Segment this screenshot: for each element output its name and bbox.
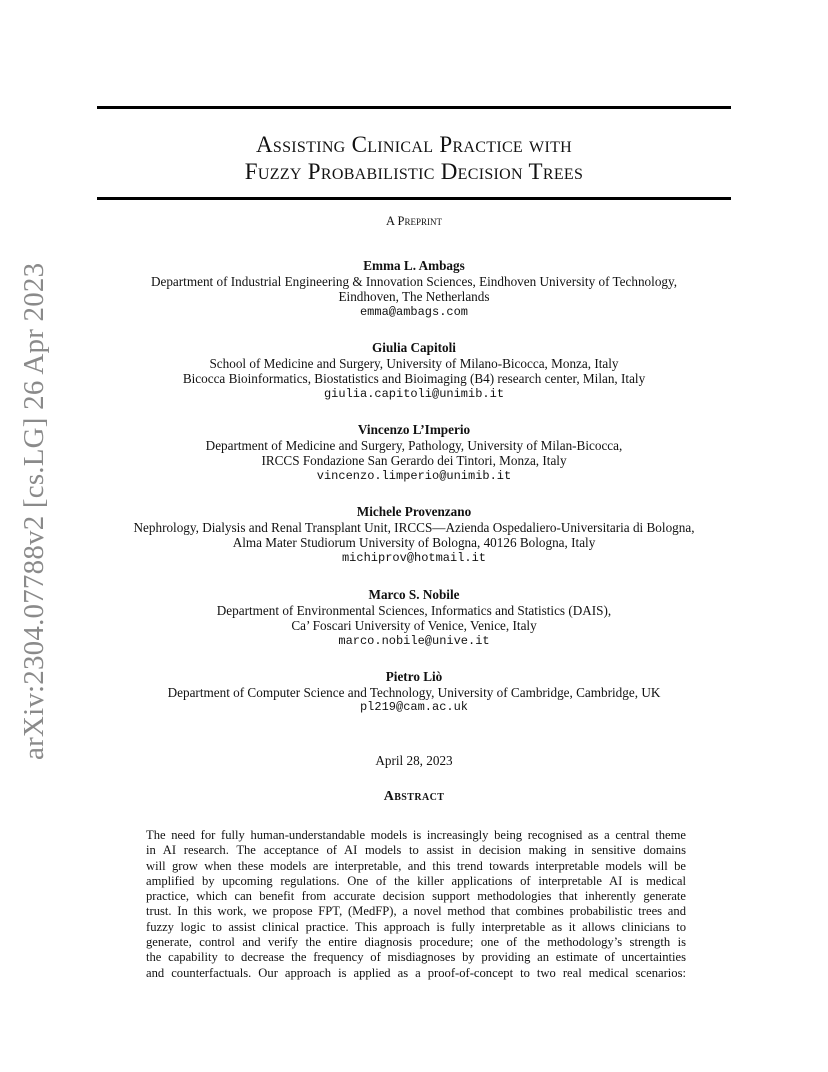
author-affiliation: School of Medicine and Surgery, University of Milano-Bicocca, Monza, Italy [209,355,619,371]
abstract-line: and counterfactuals. Our approach is applied as a proof-of-concept to two real medical scenarios: [146,965,686,980]
author-email[interactable]: michiprov@hotmail.it [341,550,487,565]
author-name: Marco S. Nobile [368,587,460,602]
author-affiliation: Department of Industrial Engineering & Innovation Sciences, Eindhoven University of Technology, [150,273,678,289]
author-block [60,258,768,320]
author-affiliation: Bicocca Bioinformatics, Biostatistics and Bioimaging (B4) research center, Milan, Italy [182,371,646,386]
author-affiliation: Ca’ Foscari University of Venice, Venice, Italy [291,618,537,633]
title-bottom-rule [97,197,731,200]
author-email[interactable]: marco.nobile@unive.it [338,633,490,648]
author-affiliation: IRCCS Fondazione San Gerardo dei Tintori, Monza, Italy [261,453,567,468]
abstract-line: will grow when these models are interpretable, and this trend towards interpretable models will be [146,858,686,873]
author-email[interactable]: pl219@cam.ac.uk [359,700,469,714]
paper-title-line-2: Fuzzy Probabilistic Decision Trees [244,159,584,184]
author-block [60,669,768,716]
abstract-line: The need for fully human-understandable models is increasingly being recognised as a central theme [146,828,686,842]
author-email[interactable]: giulia.capitoli@unimib.it [323,386,505,401]
author-affiliation: Department of Medicine and Surgery, Pathology, University of Milan-Bicocca, [205,437,623,453]
author-name: Vincenzo L’Imperio [357,422,471,437]
author-name: Pietro Liò [385,669,443,684]
abstract-line: the capability to decrease the frequency of misdiagnoses by providing an estimate of uncertainties [146,950,686,965]
paper-title-line-1: Assisting Clinical Practice with [255,132,572,157]
publication-date: April 28, 2023 [375,753,453,768]
abstract-line: trust. In this work, we propose FPT, (MedFP), a novel method that combines probabilistic trees and [146,904,686,919]
abstract-line: practice, which can benefit from accurate decision support methodologies that inherently generate [146,889,686,904]
abstract-line: amplified by upcoming regulations. One of the killer applications of interpretable AI is medical [146,873,686,888]
author-name: Michele Provenzano [356,504,472,519]
author-affiliation: Department of Computer Science and Technology, University of Cambridge, Cambridge, UK [167,684,661,700]
author-name: Giulia Capitoli [372,340,456,355]
author-name: Emma L. Ambags [363,258,465,273]
abstract-heading: Abstract [383,789,445,804]
preprint-label: A Preprint [386,214,442,228]
author-email[interactable]: emma@ambags.com [359,304,469,319]
author-email[interactable]: vincenzo.limperio@unimib.it [316,468,512,483]
author-block [60,504,768,566]
abstract-body [146,828,686,981]
author-affiliation: Nephrology, Dialysis and Renal Transplant Unit, IRCCS—Azienda Ospedaliero-Universitaria di Bologna, [133,519,695,535]
arxiv-identifier-stamp: arXiv:2304.07788v2 [cs.LG] 26 Apr 2023 [18,262,50,760]
author-affiliation: Alma Mater Studiorum University of Bologna, 40126 Bologna, Italy [232,535,596,550]
abstract-line: fuzzy logic to assist clinical practice. This approach is fully interpretable as it allows clinicians to [146,919,686,934]
abstract-line: generate, control and verify the entire diagnosis procedure; one of the methodology’s strength is [146,935,686,950]
author-affiliation: Eindhoven, The Netherlands [338,289,490,304]
author-block [60,422,768,484]
author-affiliation: Department of Environmental Sciences, Informatics and Statistics (DAIS), [216,602,612,618]
author-block [60,340,768,402]
abstract-line: in AI research. The acceptance of AI models to assist in decision making in sensitive domains [146,843,686,858]
author-block [60,587,768,649]
title-top-rule [97,106,731,109]
